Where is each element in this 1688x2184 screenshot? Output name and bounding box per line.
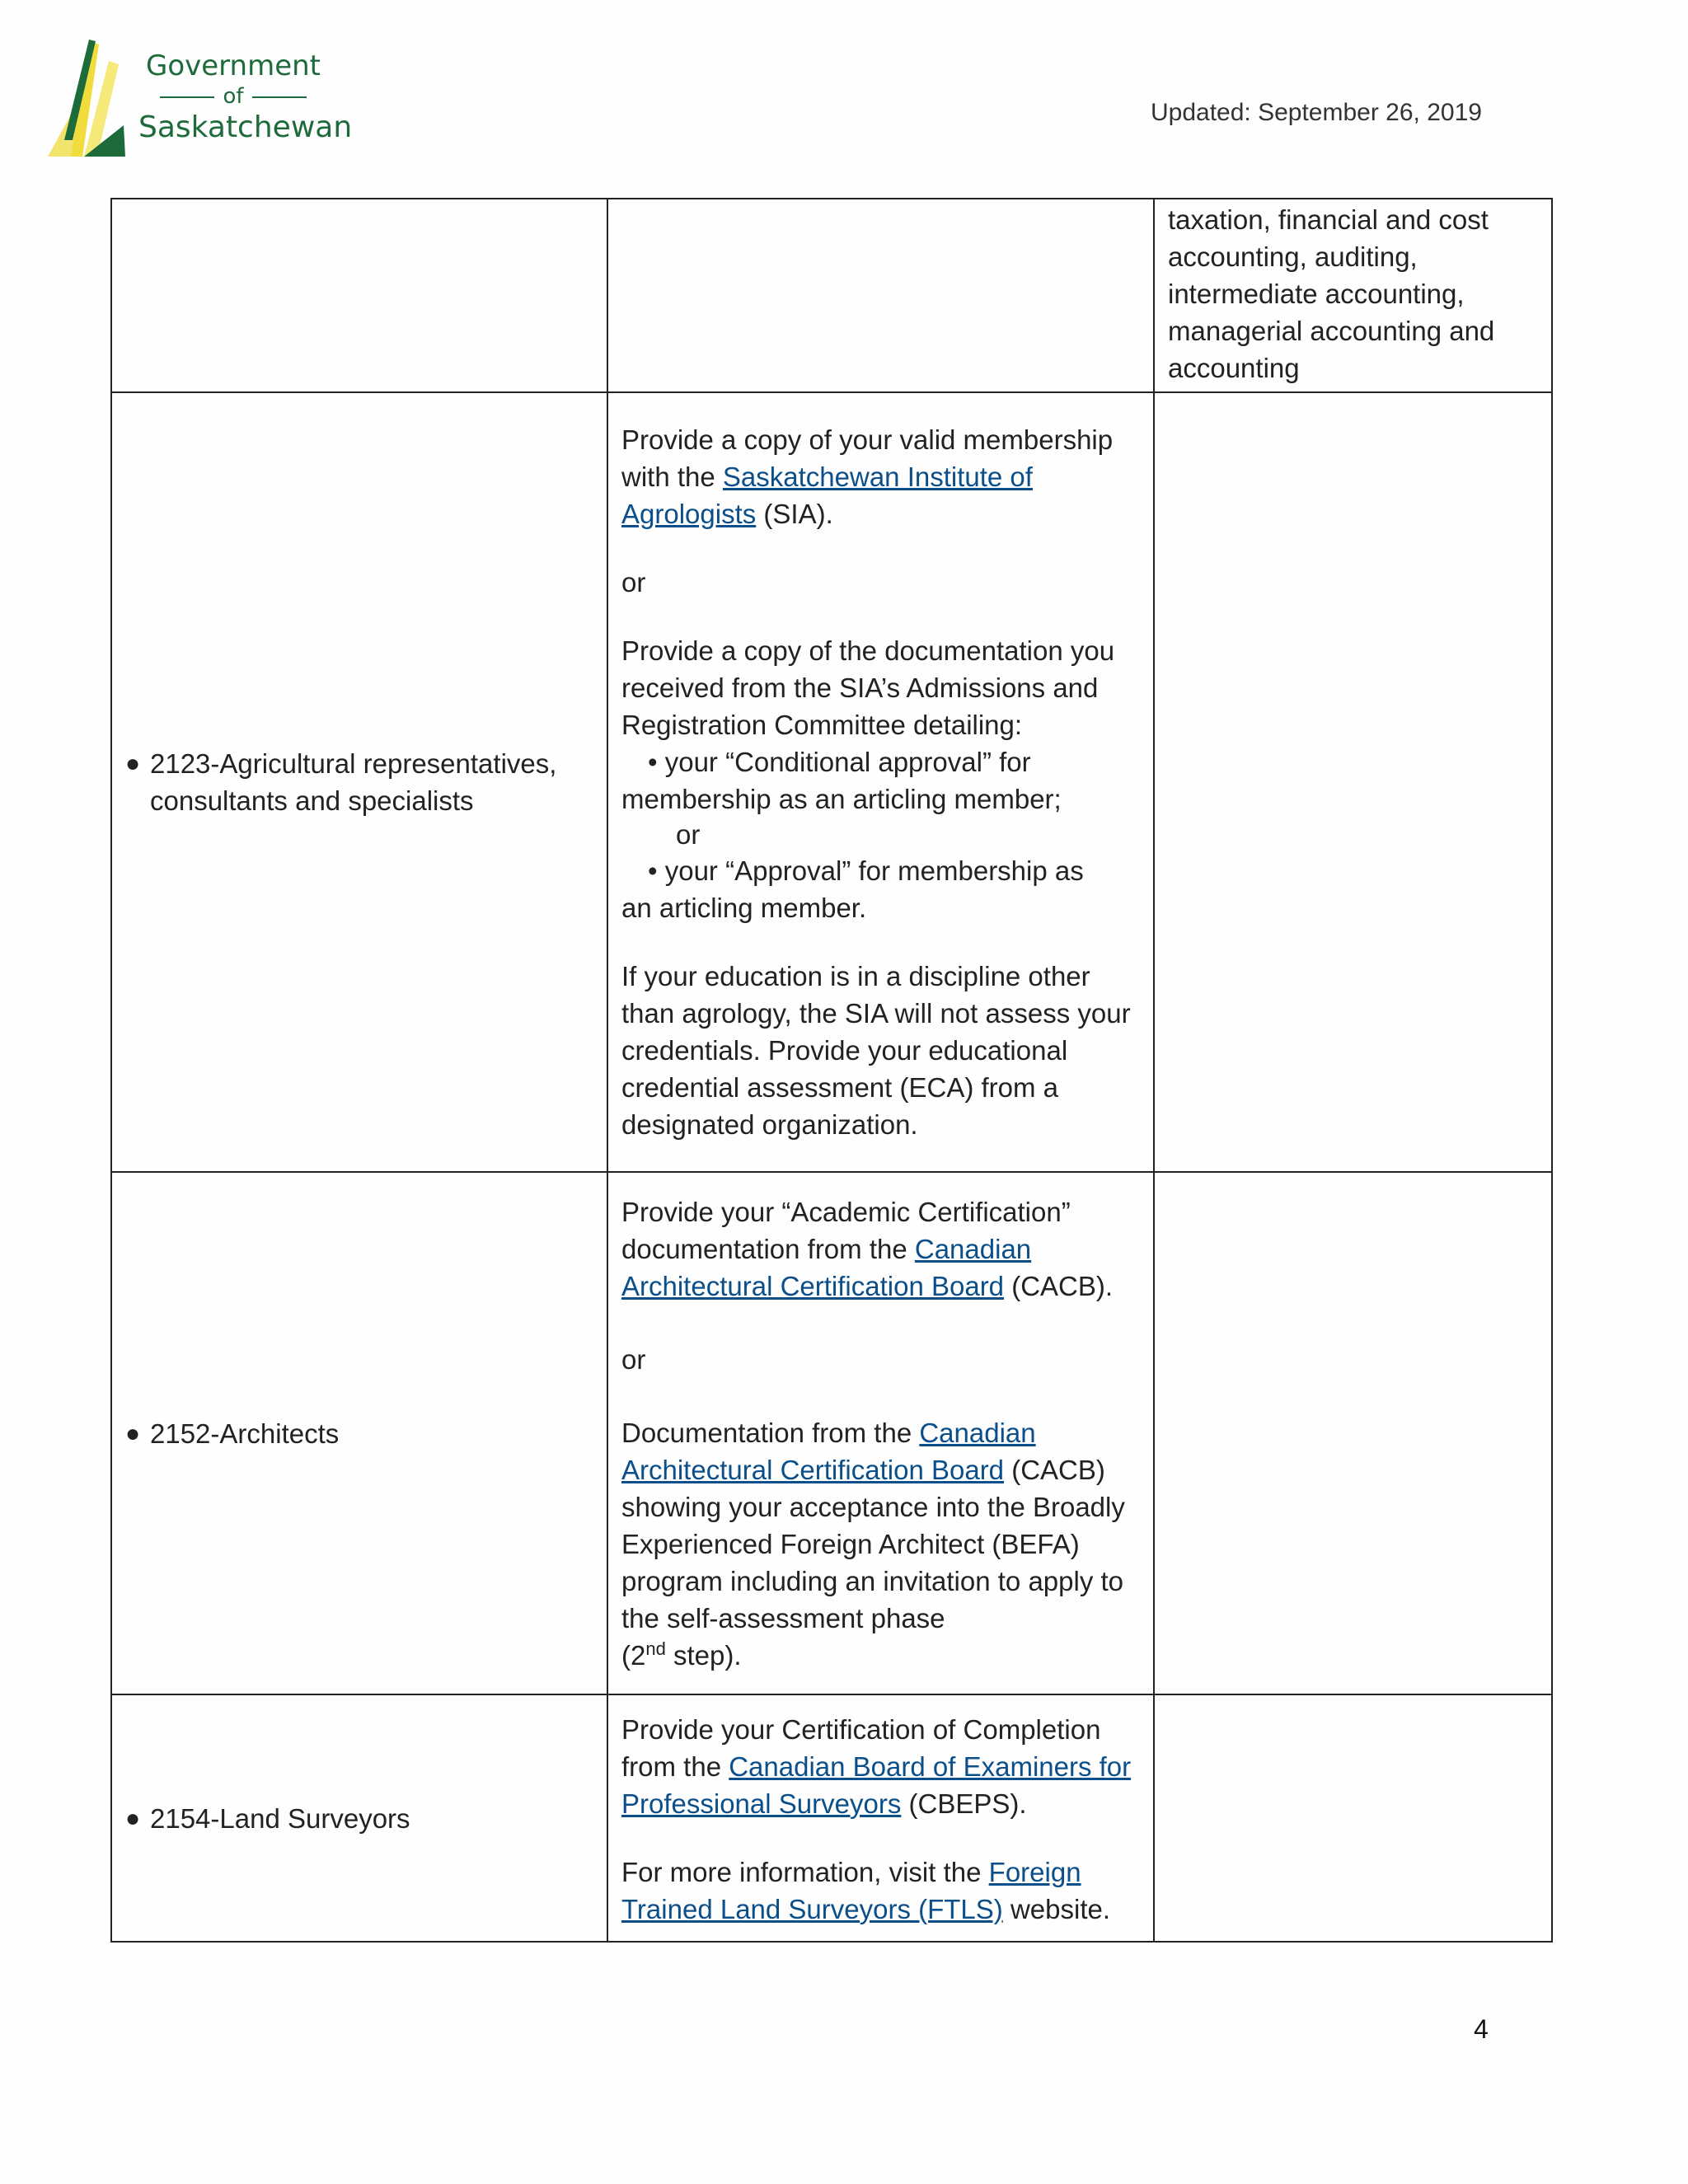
occupation-cell: [111, 1694, 607, 1942]
bullet-icon: ●: [125, 1419, 141, 1447]
occupation-cell: [111, 1172, 607, 1694]
requirements-cell: [607, 1694, 1154, 1942]
occupation-name: 2152-Architects: [150, 1418, 340, 1449]
table-row: [111, 1172, 1552, 1694]
table-row: [111, 1694, 1552, 1942]
logo-line-of: of: [138, 84, 328, 109]
or-separator: or: [621, 567, 646, 598]
ftls-link[interactable]: Foreign Trained Land Surveyors (FTLS): [621, 1856, 1081, 1924]
occupation-requirements-table: [110, 198, 1553, 1943]
logo-line-saskatchewan: Saskatchewan: [138, 110, 353, 144]
requirements-cell: [607, 199, 1154, 392]
or-separator: or: [621, 1343, 646, 1375]
notes-cell: [1154, 1694, 1552, 1942]
requirement-paragraph: Provide a copy of your valid membership with the Saskatchewan Institute of Agrologists (SIA).: [621, 424, 1114, 529]
requirements-cell: [607, 1172, 1154, 1694]
cbeps-link[interactable]: Canadian Board of Examiners for Professional Surveyors: [621, 1750, 1132, 1819]
logo-line-government: Government: [145, 49, 321, 82]
cacb-link[interactable]: Canadian Architectural Certification Board: [621, 1417, 1036, 1485]
requirement-paragraph: Provide your Certification of Completion from the Canadian Board of Examiners for Professional Surveyors (CBEPS).: [621, 1713, 1132, 1819]
notes-cell: [1154, 199, 1552, 392]
requirement-paragraph: Provide your “Academic Certification” documentation from the Canadian Architectural Certification Board (CACB).: [621, 1196, 1114, 1301]
wheat-sheaf-logo-icon: [48, 33, 138, 165]
bullet-continuation: an articling member.: [621, 893, 867, 923]
requirement-paragraph: Provide a copy of the documentation you received from the SIA’s Admissions and Registration Committee detailing:: [621, 635, 1115, 740]
occupation-name: 2154-Land Surveyors: [150, 1802, 410, 1834]
occupation-name: 2123-Agricultural representatives, consultants and specialists: [150, 748, 557, 816]
occupation-bullet: [125, 745, 593, 819]
or-separator: or: [676, 819, 701, 850]
occupation-cell: [111, 392, 607, 1172]
occupation-bullet: [125, 1415, 593, 1452]
cacb-link[interactable]: Canadian Architectural Certification Board: [621, 1233, 1032, 1301]
bullet-icon: ●: [125, 1804, 141, 1832]
table-row: [111, 199, 1552, 392]
conditional-approval-bullet: • your “Conditional approval” for: [648, 747, 1031, 777]
requirement-paragraph: If your education is in a discipline other than agrology, the SIA will not assess your credentials. Provide your educational credential assessment (ECA) from a designated organization.: [621, 961, 1131, 1140]
bullet-continuation: membership as an articling member;: [621, 784, 1062, 814]
requirements-cell: [607, 392, 1154, 1172]
page-number: 4: [1474, 2014, 1489, 2044]
notes-cell: [1154, 392, 1552, 1172]
approval-bullet: • your “Approval” for membership as: [648, 855, 1084, 886]
table-row: [111, 392, 1552, 1172]
government-of-saskatchewan-logo: [48, 33, 353, 165]
logo-wordmark: [138, 48, 353, 147]
bullet-icon: ●: [125, 750, 141, 777]
requirement-paragraph: Documentation from the Canadian Architectural Certification Board (CACB) showing your acceptance into the Broadly Experienced Foreign Architect (BEFA) program including an invitation to apply to the self-assessment phase (2nd step).: [621, 1417, 1125, 1671]
notes-text: taxation, financial and cost accounting, auditing, intermediate accounting, managerial accounting and accounting: [1168, 204, 1495, 383]
notes-cell: [1154, 1172, 1552, 1694]
occupation-bullet: [125, 1800, 593, 1837]
requirement-paragraph: For more information, visit the Foreign Trained Land Surveyors (FTLS) website.: [621, 1856, 1111, 1924]
updated-date: Updated: September 26, 2019: [1151, 99, 1482, 126]
sia-link[interactable]: Saskatchewan Institute of Agrologists: [621, 462, 1033, 529]
occupation-cell: [111, 199, 607, 392]
